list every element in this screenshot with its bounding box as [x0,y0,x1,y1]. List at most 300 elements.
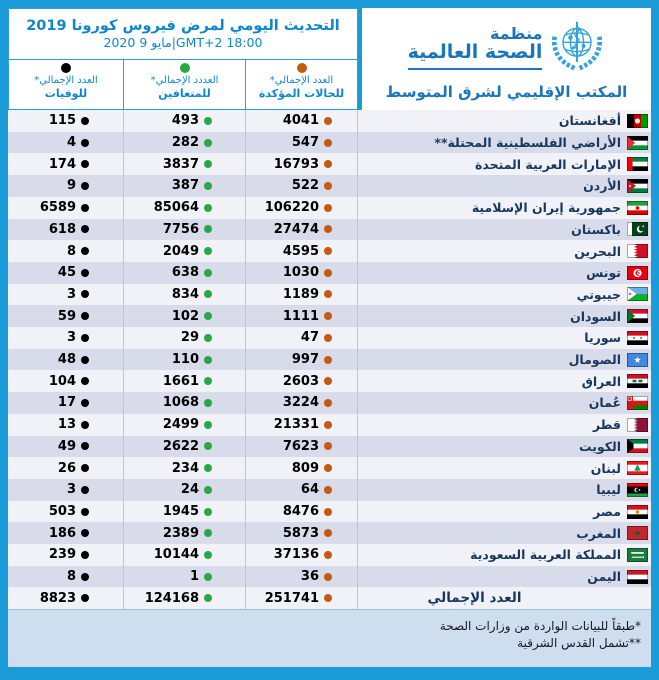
deaths-dot-icon [81,247,89,255]
recovered-value: 10144 [153,547,199,563]
deaths-dot-icon [61,63,71,73]
recovered-cell [124,132,246,154]
table-row [8,370,651,392]
deaths-dot-icon [81,117,89,125]
confirmed-dot-icon [324,377,332,385]
deaths-dot-icon [81,334,89,342]
deaths-dot-icon [81,290,89,298]
recovered-cell [124,327,246,349]
deaths-cell [8,392,124,414]
recovered-cell [124,370,246,392]
table-row [8,175,651,197]
country-cell [358,457,651,479]
recovered-cell [124,240,246,262]
recovered-cell [124,414,246,436]
header-line2: للوفيات [44,86,88,100]
country-cell [358,479,651,501]
deaths-dot-icon [81,160,89,168]
recovered-dot-icon [204,442,212,450]
recovered-cell [124,544,246,566]
table-row [8,132,651,154]
deaths-dot-icon [81,182,89,190]
who-name-line1: منظمة [489,23,543,43]
title-and-headers [8,8,358,110]
header-cell-confirmed [246,60,358,110]
recovered-dot-icon [204,508,212,516]
table-row [8,544,651,566]
deaths-cell [8,219,124,241]
country-name: مصر [593,504,621,519]
recovered-dot-icon [204,160,212,168]
country-cell [358,566,651,588]
confirmed-value: 547 [291,135,319,151]
footnotes [8,609,651,667]
country-flag-icon [627,439,648,453]
table-row [8,436,651,458]
country-flag-icon [627,244,648,258]
confirmed-dot-icon [324,269,332,277]
recovered-value: 234 [171,460,199,476]
footnote-line-2: **تشمل القدس الشرقية [517,636,641,651]
top-bar [8,8,651,110]
recovered-value: 1661 [162,373,199,389]
table-row [8,327,651,349]
country-name: العراق [581,373,621,389]
table-row [8,240,651,262]
deaths-dot-icon [81,421,89,429]
deaths-dot-icon [81,551,89,559]
deaths-cell [8,544,124,566]
date-text: 2020 مايو 9|GMT+2 18:00 [103,35,263,50]
country-flag-icon [627,483,648,497]
country-name: سوريا [584,330,621,346]
country-cell [358,370,651,392]
confirmed-value: 522 [291,178,319,194]
country-name: المملكة العربية السعودية [470,547,621,563]
country-flag-icon [627,548,648,562]
recovered-dot-icon [204,529,212,537]
recovered-dot-icon [204,312,212,320]
country-name: الصومال [568,352,621,368]
confirmed-dot-icon [324,334,332,342]
header-line2: للمتعافين [158,86,211,100]
deaths-value: 503 [48,504,76,519]
country-cell [358,153,651,175]
table-row [8,305,651,327]
recovered-value: 1068 [162,395,199,411]
country-flag-icon [627,374,648,388]
confirmed-cell [246,327,358,349]
country-cell [358,219,651,241]
country-flag-icon [627,114,648,128]
recovered-dot-icon [204,182,212,190]
confirmed-cell [246,153,358,175]
country-name: السودان [570,308,621,324]
country-flag-icon [627,331,648,345]
country-name: لبنان [590,460,621,476]
recovered-dot-icon [204,377,212,385]
confirmed-cell [246,305,358,327]
recovered-value: 834 [171,286,199,302]
confirmed-cell [246,219,358,241]
footnote-line-1: *طبقاً للبيانات الواردة من وزارات الصحة [439,619,641,633]
recovered-cell [124,522,246,544]
recovered-dot-icon [180,63,190,73]
country-name: أفغانستان [558,113,621,129]
recovered-cell [124,175,246,197]
deaths-dot-icon [81,312,89,320]
deaths-dot-icon [81,486,89,494]
confirmed-value: 21331 [273,417,319,433]
deaths-value: 49 [57,438,76,454]
confirmed-cell [246,110,358,132]
who-emblem-icon [549,18,605,78]
deaths-cell [8,479,124,501]
country-name: اليمن [587,569,621,585]
recovered-cell [124,436,246,458]
confirmed-value: 4595 [282,243,319,259]
header-cell-recovered [124,60,246,110]
recovered-value: 85064 [153,200,199,216]
recovered-value: 387 [171,178,199,194]
deaths-cell [8,436,124,458]
deaths-cell [8,305,124,327]
title-box [8,8,358,60]
confirmed-cell [246,566,358,588]
deaths-value: 115 [48,113,76,129]
header-line2: للحالات المؤكدة [258,86,345,100]
confirmed-value: 2603 [282,373,319,389]
confirmed-dot-icon [324,529,332,537]
recovered-dot-icon [204,594,212,602]
recovered-dot-icon [204,117,212,125]
who-name [408,25,543,70]
deaths-value: 3 [66,330,76,346]
recovered-value: 24 [180,482,199,498]
country-cell [358,240,651,262]
deaths-cell [8,240,124,262]
confirmed-cell [246,262,358,284]
country-flag-icon [627,201,648,215]
country-cell [358,349,651,371]
deaths-value: 4 [66,135,76,151]
deaths-value: 26 [57,460,76,476]
confirmed-dot-icon [324,594,332,602]
who-name-line2: الصحة العالمية [407,41,543,64]
deaths-value: 618 [48,221,76,237]
country-cell [358,110,651,132]
country-flag-icon [627,179,648,193]
deaths-value: 104 [48,373,76,389]
country-name: جمهورية إيران الإسلامية [471,200,621,216]
deaths-value: 174 [48,156,76,172]
confirmed-value: 997 [291,352,319,368]
deaths-value: 9 [66,178,76,194]
table-body [8,110,651,609]
country-cell [358,284,651,306]
confirmed-value: 16793 [273,156,319,172]
recovered-cell [124,392,246,414]
recovered-value: 493 [171,113,199,129]
table-row [8,501,651,523]
deaths-value: 17 [57,395,76,411]
confirmed-cell [246,240,358,262]
confirmed-dot-icon [324,399,332,407]
table-row [8,219,651,241]
recovered-dot-icon [204,486,212,494]
deaths-cell [8,349,124,371]
confirmed-value: 8476 [282,504,319,519]
confirmed-value: 809 [291,460,319,476]
page-title: التحديث اليومي لمرض فيروس كورونا 2019 [26,18,340,34]
country-flag-icon [627,396,648,410]
recovered-cell [124,284,246,306]
deaths-cell [8,132,124,154]
total-confirmed-cell [246,587,358,609]
deaths-dot-icon [81,356,89,364]
deaths-cell [8,175,124,197]
table-row [8,110,651,132]
deaths-dot-icon [81,529,89,537]
recovered-cell [124,153,246,175]
deaths-value: 3 [66,482,76,498]
header-line1: العدد الإجمالي* [269,75,334,86]
table-row [8,284,651,306]
recovered-cell [124,479,246,501]
table-row [8,349,651,371]
confirmed-cell [246,501,358,523]
country-cell [358,544,651,566]
deaths-cell [8,153,124,175]
recovered-cell [124,349,246,371]
recovered-value: 2499 [162,417,199,433]
header-cell-deaths [8,60,124,110]
country-flag-icon [627,418,648,432]
deaths-cell [8,501,124,523]
table-row [8,197,651,219]
deaths-value: 8 [66,569,76,585]
total-deaths-value: 8823 [39,590,76,606]
total-recovered-cell [124,587,246,609]
deaths-dot-icon [81,269,89,277]
confirmed-cell [246,197,358,219]
country-name: المغرب [576,525,621,541]
recovered-value: 2389 [162,525,199,541]
deaths-value: 13 [57,417,76,433]
confirmed-cell [246,132,358,154]
country-flag-icon [627,461,648,475]
confirmed-dot-icon [324,117,332,125]
confirmed-dot-icon [324,486,332,494]
confirmed-value: 47 [300,330,319,346]
recovered-value: 1945 [162,504,199,519]
country-flag-icon [627,526,648,540]
recovered-value: 2622 [162,438,199,454]
deaths-dot-icon [81,464,89,472]
table-row [8,457,651,479]
country-flag-icon [627,136,648,150]
country-name: قطر [592,417,621,433]
deaths-value: 3 [66,286,76,302]
country-cell [358,522,651,544]
confirmed-dot-icon [324,356,332,364]
table-row [8,262,651,284]
table-row [8,479,651,501]
deaths-dot-icon [81,377,89,385]
country-flag-icon [627,505,648,519]
recovered-cell [124,501,246,523]
deaths-dot-icon [81,204,89,212]
country-cell [358,436,651,458]
confirmed-value: 37136 [273,547,319,563]
confirmed-cell [246,175,358,197]
confirmed-value: 64 [300,482,319,498]
confirmed-value: 106220 [264,200,319,216]
deaths-cell [8,284,124,306]
total-confirmed-value: 251741 [264,590,319,606]
who-box [362,8,651,110]
confirmed-value: 36 [300,569,319,585]
deaths-dot-icon [81,573,89,581]
country-cell [358,392,651,414]
total-label-cell [358,587,651,609]
country-name: الإمارات العربية المتحدة [474,156,621,172]
country-flag-icon [627,266,648,280]
confirmed-dot-icon [297,63,307,73]
country-cell [358,501,651,523]
confirmed-dot-icon [324,551,332,559]
confirmed-cell [246,284,358,306]
recovered-dot-icon [204,290,212,298]
country-flag-icon [627,353,648,367]
deaths-dot-icon [81,225,89,233]
country-name: الأردن [583,178,621,194]
deaths-value: 6589 [39,200,76,216]
deaths-dot-icon [81,139,89,147]
deaths-value: 59 [57,308,76,324]
recovered-value: 102 [171,308,199,324]
deaths-value: 8 [66,243,76,259]
confirmed-dot-icon [324,573,332,581]
confirmed-value: 3224 [282,395,319,411]
country-cell [358,262,651,284]
header-line1: العدد الإجمالي* [34,75,98,86]
deaths-cell [8,327,124,349]
recovered-dot-icon [204,464,212,472]
confirmed-cell [246,522,358,544]
who-office: المكتب الإقليمي لشرق المتوسط [385,82,628,101]
confirmed-value: 4041 [282,113,319,129]
deaths-cell [8,370,124,392]
confirmed-cell [246,414,358,436]
deaths-cell [8,110,124,132]
recovered-value: 3837 [162,156,199,172]
recovered-value: 29 [180,330,199,346]
confirmed-value: 5873 [282,525,319,541]
table-row [8,414,651,436]
confirmed-value: 1030 [282,265,319,281]
table-row [8,522,651,544]
country-name: تونس [586,265,621,281]
recovered-dot-icon [204,247,212,255]
recovered-cell [124,262,246,284]
deaths-value: 239 [48,547,76,563]
deaths-dot-icon [81,594,89,602]
total-label: العدد الإجمالي [427,590,522,607]
deaths-cell [8,197,124,219]
country-cell [358,305,651,327]
recovered-dot-icon [204,421,212,429]
deaths-dot-icon [81,399,89,407]
confirmed-dot-icon [324,464,332,472]
deaths-cell [8,262,124,284]
country-name: ليبيا [596,482,621,498]
country-name: البحرين [574,243,621,259]
confirmed-cell [246,457,358,479]
confirmed-cell [246,436,358,458]
country-name: باكستان [571,221,621,237]
recovered-cell [124,457,246,479]
confirmed-dot-icon [324,247,332,255]
deaths-value: 48 [57,352,76,368]
country-cell [358,327,651,349]
total-deaths-cell [8,587,124,609]
confirmed-dot-icon [324,182,332,190]
deaths-cell [8,414,124,436]
confirmed-dot-icon [324,160,332,168]
country-flag-icon [627,570,648,584]
country-cell [358,414,651,436]
recovered-value: 638 [171,265,199,281]
confirmed-cell [246,544,358,566]
recovered-value: 2049 [162,243,199,259]
who-lockup [408,18,606,78]
recovered-dot-icon [204,204,212,212]
confirmed-dot-icon [324,508,332,516]
confirmed-cell [246,349,358,371]
confirmed-value: 1189 [282,286,319,302]
confirmed-dot-icon [324,421,332,429]
country-name: الأراضي الفلسطينية المحتلة** [434,135,621,151]
deaths-value: 45 [57,265,76,281]
confirmed-value: 1111 [282,308,319,324]
total-row [8,587,651,609]
header-line1: العددد الإجمالي* [150,75,219,86]
deaths-value: 186 [48,525,76,541]
country-flag-icon [627,157,648,171]
confirmed-dot-icon [324,290,332,298]
recovered-value: 1 [189,569,199,585]
country-name: الكويت [578,438,621,454]
recovered-dot-icon [204,399,212,407]
country-name: جيبوتي [576,286,621,302]
confirmed-value: 7623 [282,438,319,454]
table-row [8,392,651,414]
confirmed-cell [246,392,358,414]
recovered-value: 110 [171,352,199,368]
country-flag-icon [627,287,648,301]
confirmed-cell [246,370,358,392]
confirmed-dot-icon [324,204,332,212]
confirmed-dot-icon [324,312,332,320]
country-cell [358,175,651,197]
recovered-value: 7756 [162,221,199,237]
recovered-cell [124,110,246,132]
country-cell [358,132,651,154]
confirmed-cell [246,479,358,501]
recovered-cell [124,566,246,588]
country-cell [358,197,651,219]
